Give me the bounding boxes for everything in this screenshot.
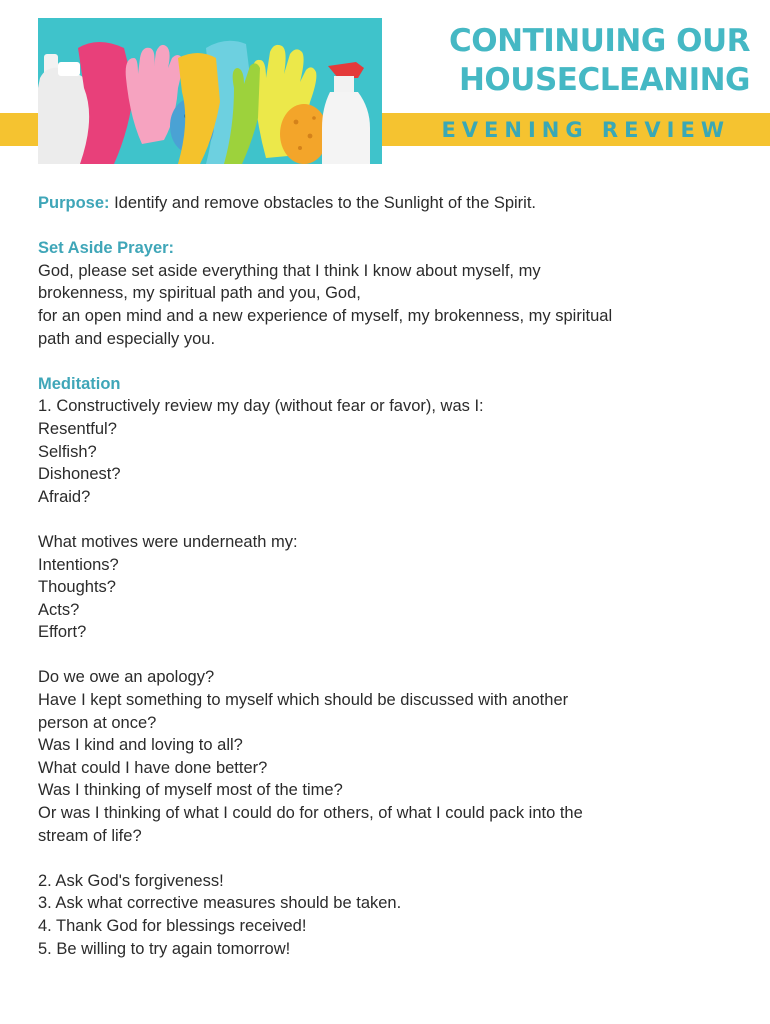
meditation-line: Effort? — [38, 623, 87, 642]
step-line: 2. Ask God's forgiveness! — [38, 871, 224, 890]
title-line-2: HOUSECLEANING — [458, 62, 750, 98]
orange-sponge-icon — [280, 104, 328, 164]
meditation-line: Intentions? — [38, 555, 119, 574]
title-line-1: CONTINUING OUR — [449, 23, 750, 59]
step-line: 5. Be willing to try again tomorrow! — [38, 939, 291, 958]
meditation-label: Meditation — [38, 374, 121, 393]
meditation-line: Or was I thinking of what I could do for others, of what I could pack into the — [38, 804, 583, 823]
purpose-text: Identify and remove obstacles to the Sunlight of the Spirit. — [109, 194, 537, 212]
meditation-line: Thoughts? — [38, 578, 116, 597]
prayer-line: God, please set aside everything that I think I know about myself, my — [38, 261, 541, 280]
prayer-label: Set Aside Prayer: — [38, 239, 175, 258]
meditation-line: Have I kept something to myself which should be discussed with another — [38, 691, 569, 710]
prayer-line: brokenness, my spiritual path and you, God, — [38, 284, 361, 303]
meditation-line: Selfish? — [38, 442, 97, 461]
step-line: 3. Ask what corrective measures should be taken. — [38, 894, 402, 913]
meditation-line: Dishonest? — [38, 465, 121, 484]
page-subtitle: EVENING REVIEW — [441, 118, 730, 142]
meditation-line: Do we owe an apology? — [38, 668, 215, 687]
meditation-line: What motives were underneath my: — [38, 532, 298, 551]
meditation-line: Afraid? — [38, 487, 91, 506]
prayer-line: for an open mind and a new experience of myself, my brokenness, my spiritual — [38, 306, 613, 325]
purpose-paragraph — [38, 192, 738, 215]
purpose-label: Purpose: — [38, 194, 110, 212]
hero-image-cleaning-supplies — [38, 18, 382, 164]
step-line: 4. Thank God for blessings received! — [38, 917, 307, 935]
cleaning-supplies-illustration — [38, 18, 382, 164]
page-title — [449, 22, 750, 100]
meditation-line: Was I kind and loving to all? — [38, 736, 243, 755]
document-body — [38, 192, 738, 960]
meditation-line: 1. Constructively review my day (without fear or favor), was I: — [38, 397, 484, 416]
meditation-line: Acts? — [38, 600, 80, 619]
prayer-line: path and especially you. — [38, 329, 216, 348]
meditation-line: Resentful? — [38, 419, 117, 438]
meditation-line: stream of life? — [38, 826, 142, 845]
meditation-line: What could I have done better? — [38, 758, 268, 777]
meditation-line: person at once? — [38, 713, 157, 732]
meditation-line: Was I thinking of myself most of the time? — [38, 781, 343, 800]
